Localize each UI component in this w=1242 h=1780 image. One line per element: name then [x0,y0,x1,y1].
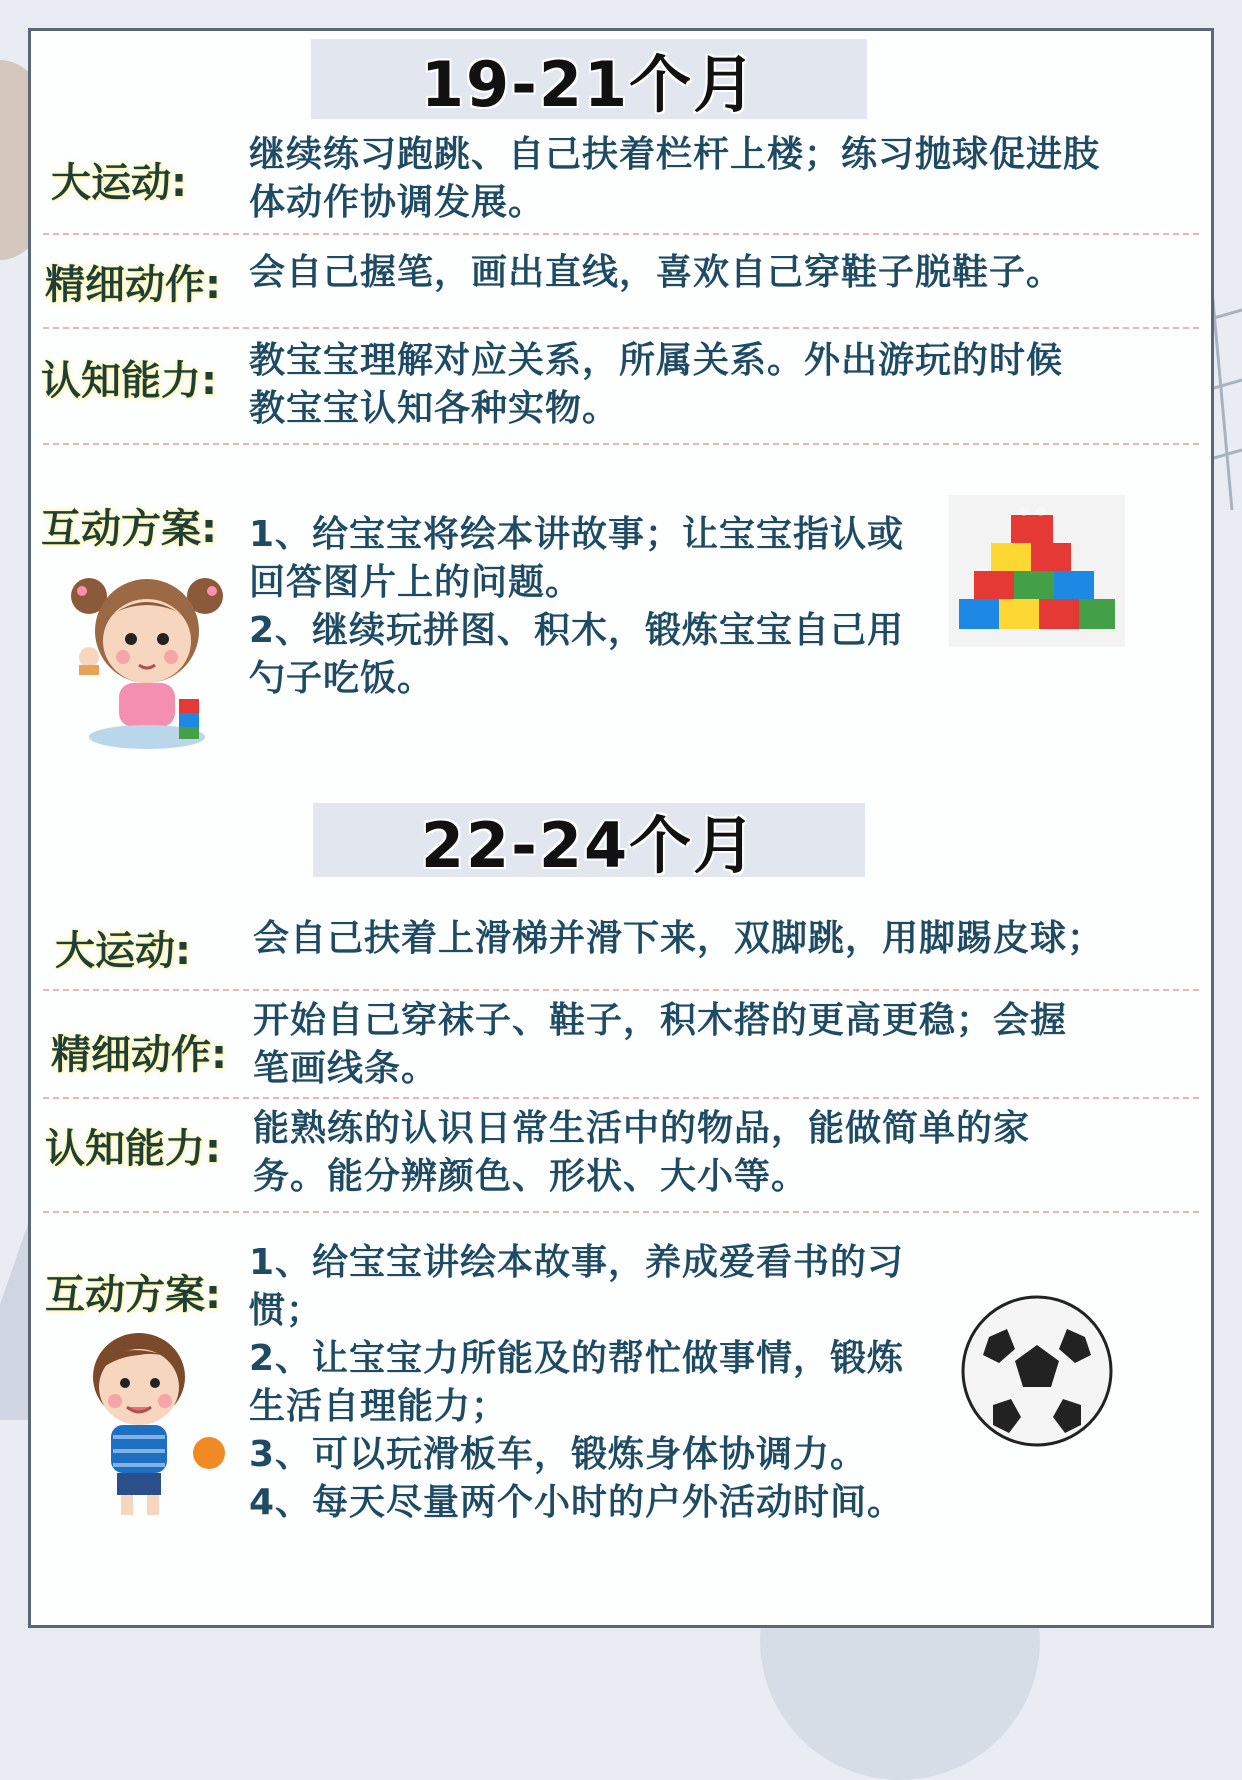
divider [43,443,1199,445]
divider [43,989,1199,991]
text-line: 教宝宝理解对应关系，所属关系。外出游玩的时候 [249,340,1064,381]
section1-title-band [311,39,867,119]
divider [43,233,1199,235]
text-line: 3、可以玩滑板车，锻炼身体协调力。 [249,1434,868,1475]
text-line: 能熟练的认识日常生活中的物品，能做简单的家 [253,1108,1031,1149]
soccer-ball-illustration [959,1293,1115,1449]
text-line: 教宝宝认知各种实物。 [249,388,620,429]
section2-fine-motor-text [253,997,1067,1093]
text-line: 开始自己穿袜子、鞋子，积木搭的更高更稳；会握 [253,1000,1068,1041]
content-card [28,28,1214,1628]
section1-interaction-text [249,511,904,703]
text-line: 勺子吃饭。 [249,658,435,699]
divider [43,1211,1199,1213]
section2-cognition-label: 认知能力: [45,1126,221,1172]
section1-gross-motor-label: 大运动: [51,160,187,206]
section2-interaction-text [249,1239,904,1527]
text-line: 体动作协调发展。 [249,182,546,223]
section1-cognition-text [249,337,1063,433]
boy-with-ball-illustration [59,1321,229,1521]
girl-with-blocks-illustration [67,561,227,751]
text-line: 生活自理能力； [249,1386,509,1427]
section2-cognition-text [253,1105,1030,1201]
section1-interaction-label: 互动方案: [41,506,217,552]
section2-fine-motor-label: 精细动作: [51,1032,227,1078]
section1-fine-motor-text [249,249,1063,297]
divider [43,1097,1199,1099]
section2-gross-motor-label: 大运动: [55,928,191,974]
divider [43,327,1199,329]
text-line: 惯； [249,1290,324,1331]
lego-pyramid-illustration [949,495,1125,647]
section2-gross-motor-text [253,915,1104,963]
section1-fine-motor-label: 精细动作: [45,262,221,308]
section2-title-band [313,803,865,882]
text-line: 继续练习跑跳、自己扶着栏杆上楼；练习抛球促进肢 [249,134,1101,175]
text-line: 务。能分辨颜色、形状、大小等。 [253,1156,809,1197]
text-line: 2、让宝宝力所能及的帮忙做事情，锻炼 [249,1338,905,1379]
text-line: 会自己握笔，画出直线，喜欢自己穿鞋子脱鞋子。 [249,252,1064,293]
text-line: 2、继续玩拼图、积木，锻炼宝宝自己用 [249,610,905,651]
text-line: 4、每天尽量两个小时的户外活动时间。 [249,1482,905,1523]
section1-cognition-label: 认知能力: [41,358,217,404]
text-line: 1、给宝宝讲绘本故事，养成爱看书的习 [249,1242,905,1283]
section2-interaction-label: 互动方案: [45,1272,221,1318]
text-line: 笔画线条。 [253,1048,439,1089]
text-line: 回答图片上的问题。 [249,562,583,603]
text-line: 会自己扶着上滑梯并滑下来，双脚跳，用脚踢皮球； [253,918,1105,959]
section1-title: 19-21个月 [420,47,758,121]
section2-title: 22-24个月 [420,808,758,882]
text-line: 1、给宝宝将绘本讲故事；让宝宝指认或 [249,514,905,555]
section1-gross-motor-text [249,131,1100,227]
